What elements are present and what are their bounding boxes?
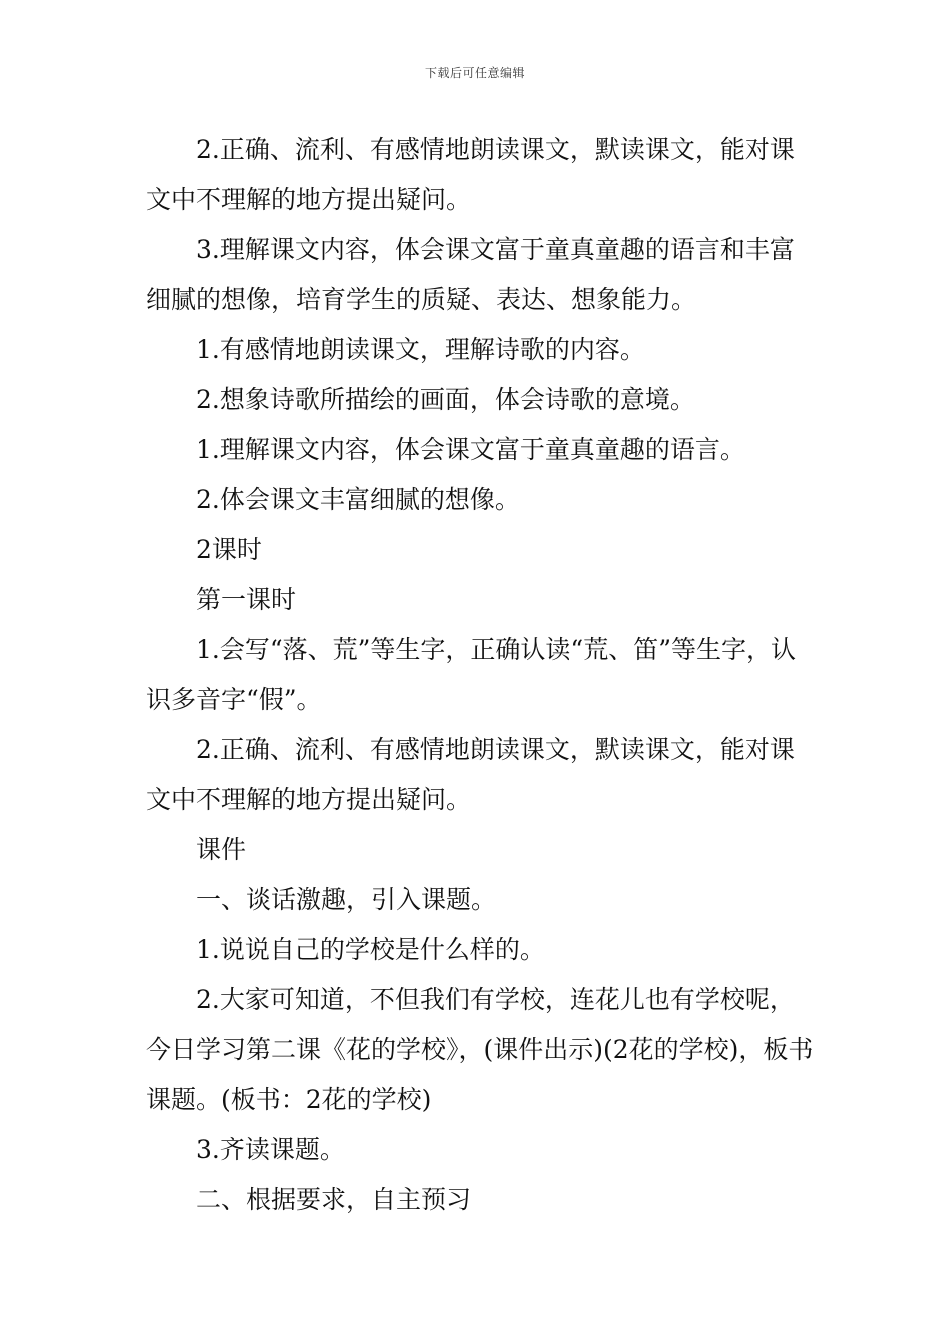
section-heading: 一、谈话激趣，引入课题。 <box>196 885 497 914</box>
paragraph: 3.齐读课题。 <box>196 1135 345 1164</box>
document-body <box>146 125 816 1225</box>
paragraph: 1.会写“落、荒”等生字，正确认读“荒、笛”等生字，认识多音字“假”。 <box>146 635 796 714</box>
paragraph: 1.说说自己的学校是什么样的。 <box>196 935 545 964</box>
paragraph: 1.有感情地朗读课文，理解诗歌的内容。 <box>196 335 645 364</box>
page-header-note: 下载后可任意编辑 <box>424 66 525 80</box>
section-heading: 二、根据要求，自主预习 <box>196 1185 472 1214</box>
paragraph: 1.理解课文内容，体会课文富于童真童趣的语言。 <box>196 435 745 464</box>
paragraph: 2课时 <box>196 535 262 564</box>
paragraph: 2.正确、流利、有感情地朗读课文，默读课文，能对课文中不理解的地方提出疑问。 <box>146 735 795 814</box>
section-heading: 第一课时 <box>196 585 297 614</box>
paragraph: 2.想象诗歌所描绘的画面，体会诗歌的意境。 <box>196 385 695 414</box>
paragraph: 2.体会课文丰富细腻的想像。 <box>196 485 520 514</box>
paragraph: 2.大家可知道，不但我们有学校，连花儿也有学校呢，今日学习第二课《花的学校》，(课件出示)(2花的学校)，板书课题。(板书：2花的学校) <box>146 985 814 1114</box>
paragraph: 3.理解课文内容，体会课文富于童真童趣的语言和丰富细腻的想像，培育学生的质疑、表达、想象能力。 <box>146 235 795 314</box>
paragraph: 2.正确、流利、有感情地朗读课文，默读课文，能对课文中不理解的地方提出疑问。 <box>146 135 795 214</box>
paragraph: 课件 <box>196 835 247 864</box>
